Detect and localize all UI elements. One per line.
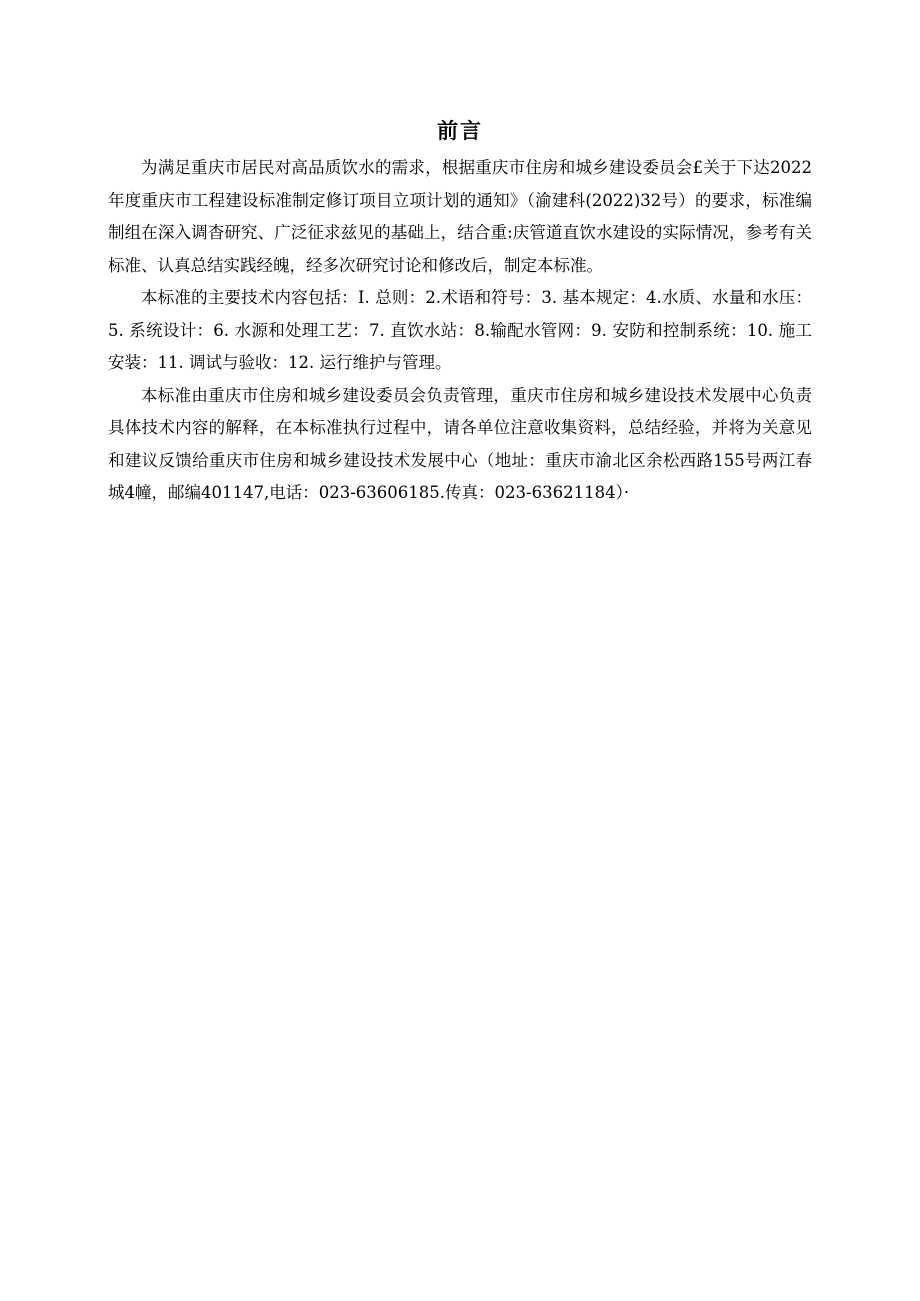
paragraph-contents: 本标准的主要技术内容包括：I. 总则：2.术语和符号：3. 基本规定：4.水质、水量和水压：5. 系统设计：6. 水源和处理工艺：7. 直饮水站：8.输配水管网：9. 安防和控制系统：10. 施工安装：11. 调试与验收：12. 运行维护与管理。: [108, 288, 812, 372]
paragraph-management: 本标准由重庆市住房和城乡建设委员会负责管理，重庆市住房和城乡建设技术发展中心负责具体技术内容的解释，在本标准执行过程中，请各单位注意收集资料，总结经验，并将为关意见和建议反馈给重庆市住房和城乡建设技术发展中心（地址：重庆市渝北区余松西路155号两江春城4幢，邮编401147,电话：023-63606185.传真：023-63621184）·: [108, 385, 812, 502]
page-title: 前言: [437, 119, 483, 143]
document-body: [108, 152, 812, 510]
paragraph-background: 为满足重庆市居民对高品质饮水的需求，根据重庆市住房和城乡建设委员会£关于下达2022年度重庆市工程建设标准制定修订项目立项计划的通知》（渝建科(2022)32号）的要求，标准编制组在深入调杳研究、广泛征求兹见的基础上，结合重:庆管道直饮水建设的实际情况，参考有关标准、认真总结实践经魄，经多次研究讨论和修改后，制定本标准。: [108, 158, 812, 275]
